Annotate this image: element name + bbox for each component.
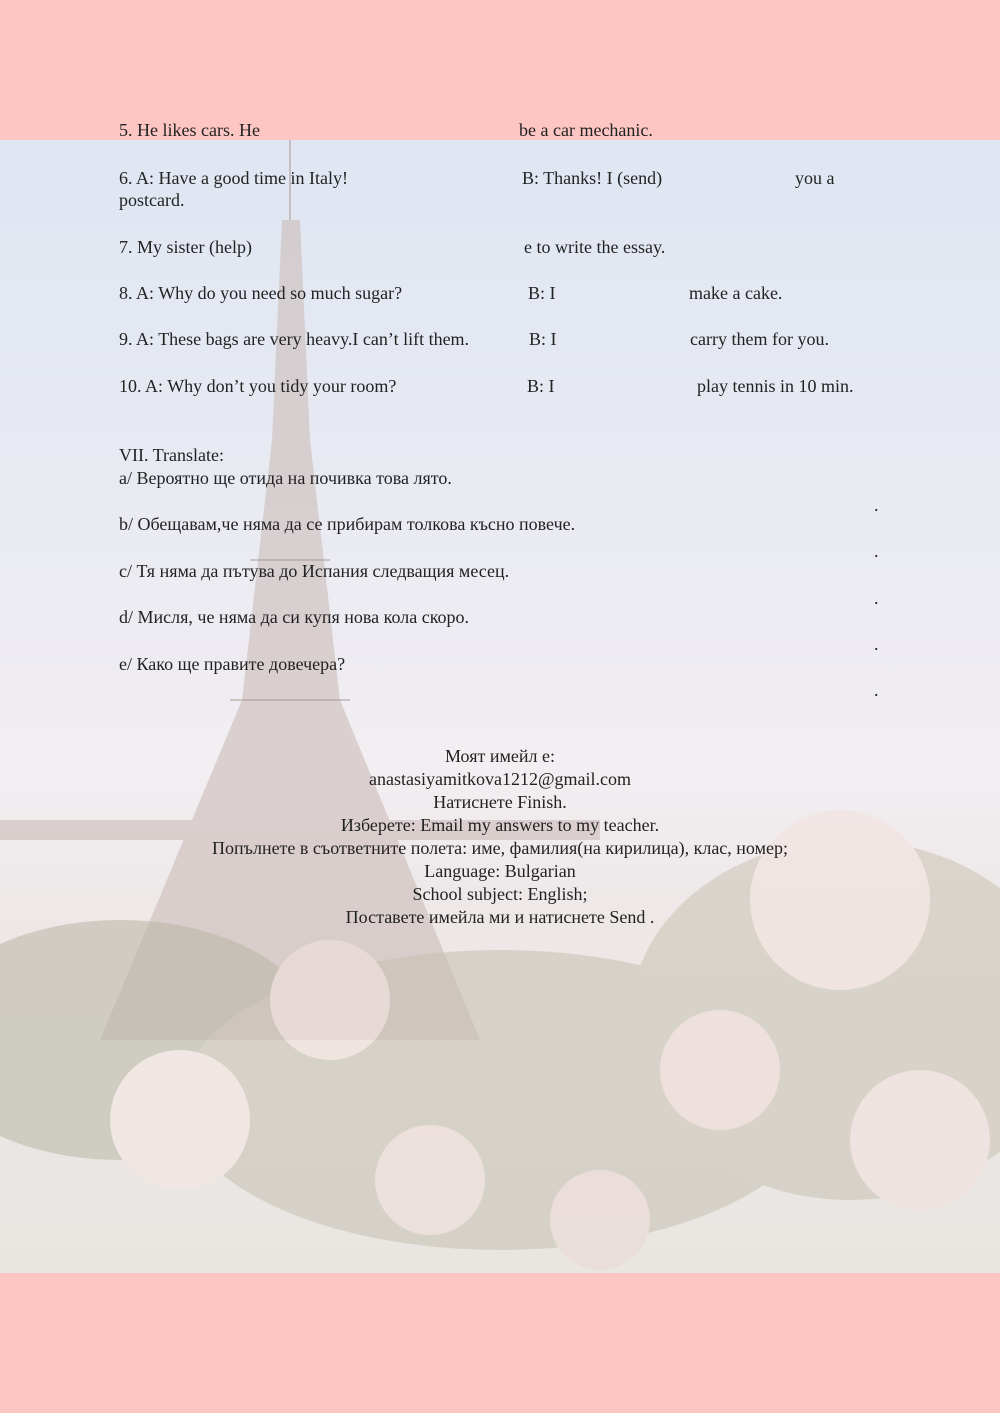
sentence-end: make a cake. <box>689 283 783 303</box>
sentence-end: you a <box>795 168 835 188</box>
sentence-start: A: These bags are very heavy.I can’t lift them. <box>136 329 470 349</box>
translate-item-d: d/ Мисля, че няма да си купя нова кола скоро. <box>119 607 470 627</box>
instruction-line: School subject: English; <box>412 884 588 904</box>
teacher-email: anastasiyamitkova1212@gmail.com <box>368 769 632 789</box>
item-number: 7. <box>119 237 133 257</box>
sentence-start: A: Why do you need so much sugar? <box>136 283 403 303</box>
sentence-start: My sister (help) <box>137 237 252 257</box>
translate-item-b: b/ Обещавам,че няма да се прибирам толкова късно повече. <box>119 514 576 534</box>
instruction-line: Language: Bulgarian <box>424 861 576 881</box>
answer-line-end: . <box>874 680 879 700</box>
instruction-line: Изберете: Email my answers to my teacher. <box>340 815 660 835</box>
answer-line-end: . <box>874 588 879 608</box>
item-number: 5. <box>119 120 133 140</box>
sentence-start: A: Why don’t you tidy your room? <box>145 376 397 396</box>
sentence-continuation: postcard. <box>119 190 185 210</box>
item-number: 9. <box>119 329 133 349</box>
reply-start: B: I <box>528 283 556 303</box>
instruction-line: Моят имейл е: <box>445 746 555 766</box>
translate-item-a: a/ Вероятно ще отида на почивка това лято. <box>119 468 452 488</box>
item-number: 8. <box>119 283 133 303</box>
answer-line-end: . <box>874 495 879 515</box>
item-number: 10. <box>119 376 142 396</box>
sentence-end: carry them for you. <box>690 329 829 349</box>
section-heading: VII. Translate: <box>119 445 224 465</box>
sentence-end: play tennis in 10 min. <box>697 376 854 396</box>
reply-start: B: I <box>527 376 555 396</box>
item-number: 6. <box>119 168 133 188</box>
instruction-line: Поставете имейла ми и натиснете Send . <box>345 907 655 927</box>
translate-item-c: c/ Тя няма да пътува до Испания следващия месец. <box>119 561 510 581</box>
reply-start: B: I <box>529 329 557 349</box>
sentence-end: e to write the essay. <box>524 237 666 257</box>
sentence-start: He likes cars. He <box>137 120 260 140</box>
answer-line-end: . <box>874 541 879 561</box>
translate-item-e: e/ Како ще правите довечера? <box>119 654 346 674</box>
sentence-start: A: Have a good time in Italy! <box>136 168 348 188</box>
sentence-end: be a car mechanic. <box>519 120 653 140</box>
answer-line-end: . <box>874 634 879 654</box>
reply-start: B: Thanks! I (send) <box>522 168 663 188</box>
instruction-line: Попълнете в съответните полета: име, фамилия(на кирилица), клас, номер; <box>212 838 788 858</box>
instruction-line: Натиснете Finish. <box>433 792 567 812</box>
paris-background-image <box>0 140 1000 1273</box>
